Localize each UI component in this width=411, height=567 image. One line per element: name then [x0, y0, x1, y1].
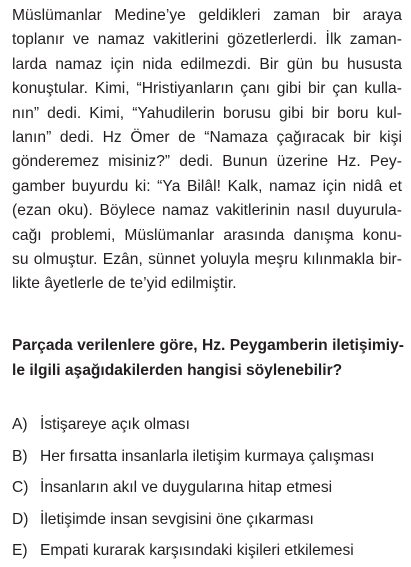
passage-line: larda namaz için nida edilmezdi. Bir gün bu hususta — [12, 55, 402, 73]
option-text: Empati kurarak karşısındaki kişileri etkilemesi — [40, 542, 354, 559]
question-stem — [12, 334, 404, 383]
option-letter: E) — [12, 542, 28, 559]
question-line: Parçada verilenlere göre, Hz. Peygamberin iletişimiy- — [12, 337, 404, 354]
passage-line: Müslümanlar Medine’ye geldikleri zaman bir araya — [12, 7, 402, 24]
option-e[interactable] — [12, 535, 404, 567]
option-letter: A) — [12, 416, 28, 433]
answer-options — [12, 409, 404, 567]
passage-line: su olmuştur. Ezân, sünnet yoluyla meşru kılınmakla bir- — [12, 250, 402, 268]
passage-line: cağı problemi, Müslümanlar arasında danışma konu- — [12, 226, 402, 244]
passage-line: (ezan oku). Böylece namaz vakitlerinin nasıl duyurula- — [12, 202, 402, 220]
option-text: İletişimde insan sevgisini öne çıkarması — [40, 510, 314, 528]
passage-line: toplanır ve namaz vakitlerini gözetlerlerdi. İlk zaman- — [12, 31, 402, 49]
option-letter: B) — [12, 447, 28, 465]
passage-line: likte âyetlerle de te’yid edilmiştir. — [12, 275, 237, 293]
passage-line: nın” dedi. Kimi, “Yahudilerin borusu gibi bir boru kul- — [12, 104, 402, 122]
passage-line: lanın” dedi. Hz Ömer de “Namaza çağıracak bir kişi — [12, 128, 402, 146]
option-a[interactable] — [12, 409, 404, 441]
option-letter: C) — [12, 479, 29, 496]
option-text: İstişareye açık olması — [40, 416, 190, 433]
option-text: İnsanların akıl ve duygularına hitap etmesi — [40, 479, 333, 496]
option-letter: D) — [12, 510, 29, 528]
option-text: Her fırsatta insanlarla iletişim kurmaya çalışması — [40, 447, 375, 465]
option-d[interactable] — [12, 504, 404, 536]
question-line: le ilgili aşağıdakilerden hangisi söylenebilir? — [12, 361, 343, 379]
passage-line: konuştular. Kimi, “Hristiyanların çanı gibi bir çan kulla- — [12, 80, 402, 98]
option-c[interactable] — [12, 472, 404, 504]
option-b[interactable] — [12, 441, 404, 473]
passage-line: gamber buyurdu ki: “Ya Bilâl! Kalk, namaz için nidâ et — [12, 177, 402, 195]
reading-passage — [12, 4, 402, 297]
passage-line: gönderemez misiniz?” dedi. Bunun üzerine Hz. Pey- — [12, 153, 402, 171]
